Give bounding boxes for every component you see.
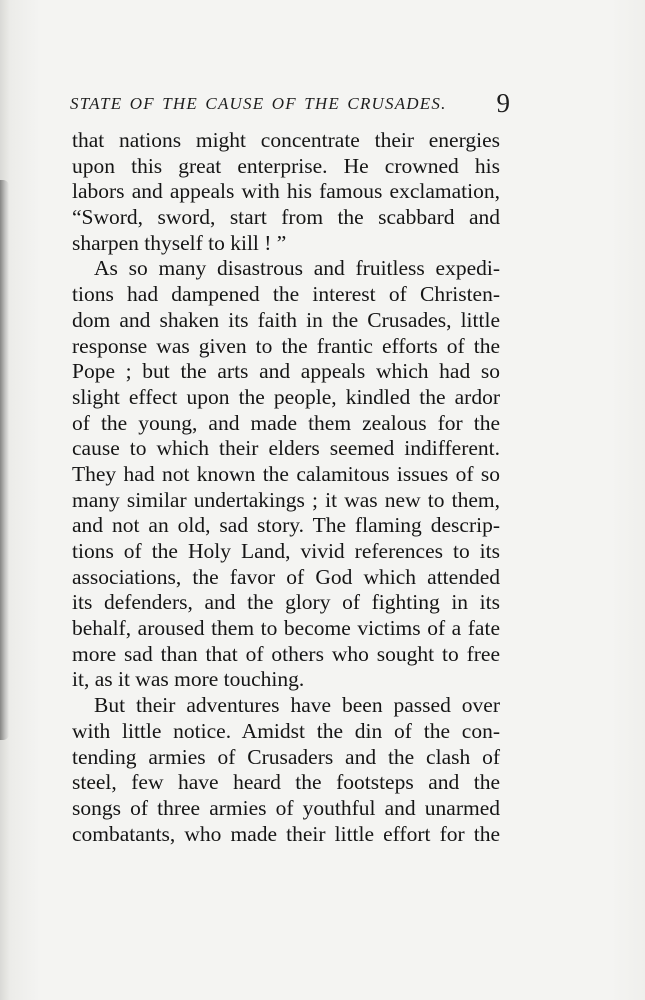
text-line: combatants, who made their little effort for the [72,821,500,846]
body-text [72,128,500,847]
text-line: more sad than that of others who sought to free [72,641,500,666]
page-header [70,88,510,120]
page-number: 9 [496,88,510,118]
text-line: behalf, aroused them to become victims of a fate [72,616,500,641]
text-line: They had not known the calamitous issues of so [72,461,500,486]
text-line: upon this great enterprise. He crowned his [72,153,500,178]
text-line: response was given to the frantic efforts of the [72,333,500,358]
text-line: it, as it was more touching. [72,667,305,692]
text-line: of the young, and made them zealous for the [72,410,500,435]
running-head: STATE OF THE CAUSE OF THE CRUSADES. [70,94,447,113]
page-binding-shadow [0,180,9,740]
text-line: with little notice. Amidst the din of the con- [72,718,500,743]
text-line: associations, the favor of God which attended [72,564,500,589]
text-line: labors and appeals with his famous exclamation, [72,179,500,204]
paragraph-3 [72,693,500,847]
text-line: cause to which their elders seemed indifferent. [72,436,500,461]
text-line: “Sword, sword, start from the scabbard and [72,205,500,230]
text-line: many similar undertakings ; it was new to them, [72,487,500,512]
text-line: songs of three armies of youthful and unarmed [72,795,500,820]
text-line: dom and shaken its faith in the Crusades, little [72,307,500,332]
text-line: its defenders, and the glory of fighting in its [72,590,500,615]
text-line: tending armies of Crusaders and the clash of [72,744,500,769]
text-line: tions of the Holy Land, vivid references to its [72,539,500,563]
paragraph-1 [72,128,500,256]
text-line: slight effect upon the people, kindled the ardor [72,384,500,409]
text-line: and not an old, sad story. The flaming descrip- [72,513,500,538]
text-line: steel, few have heard the footsteps and the [72,770,500,795]
text-line: that nations might concentrate their energies [72,128,500,152]
paragraph-2 [72,256,500,693]
text-line: Pope ; but the arts and appeals which had so [72,359,500,384]
text-line: But their adventures have been passed over [94,693,500,718]
text-line: As so many disastrous and fruitless expedi- [94,256,500,281]
text-line: sharpen thyself to kill ! ” [72,230,287,255]
text-line: tions had dampened the interest of Christen- [72,282,500,307]
